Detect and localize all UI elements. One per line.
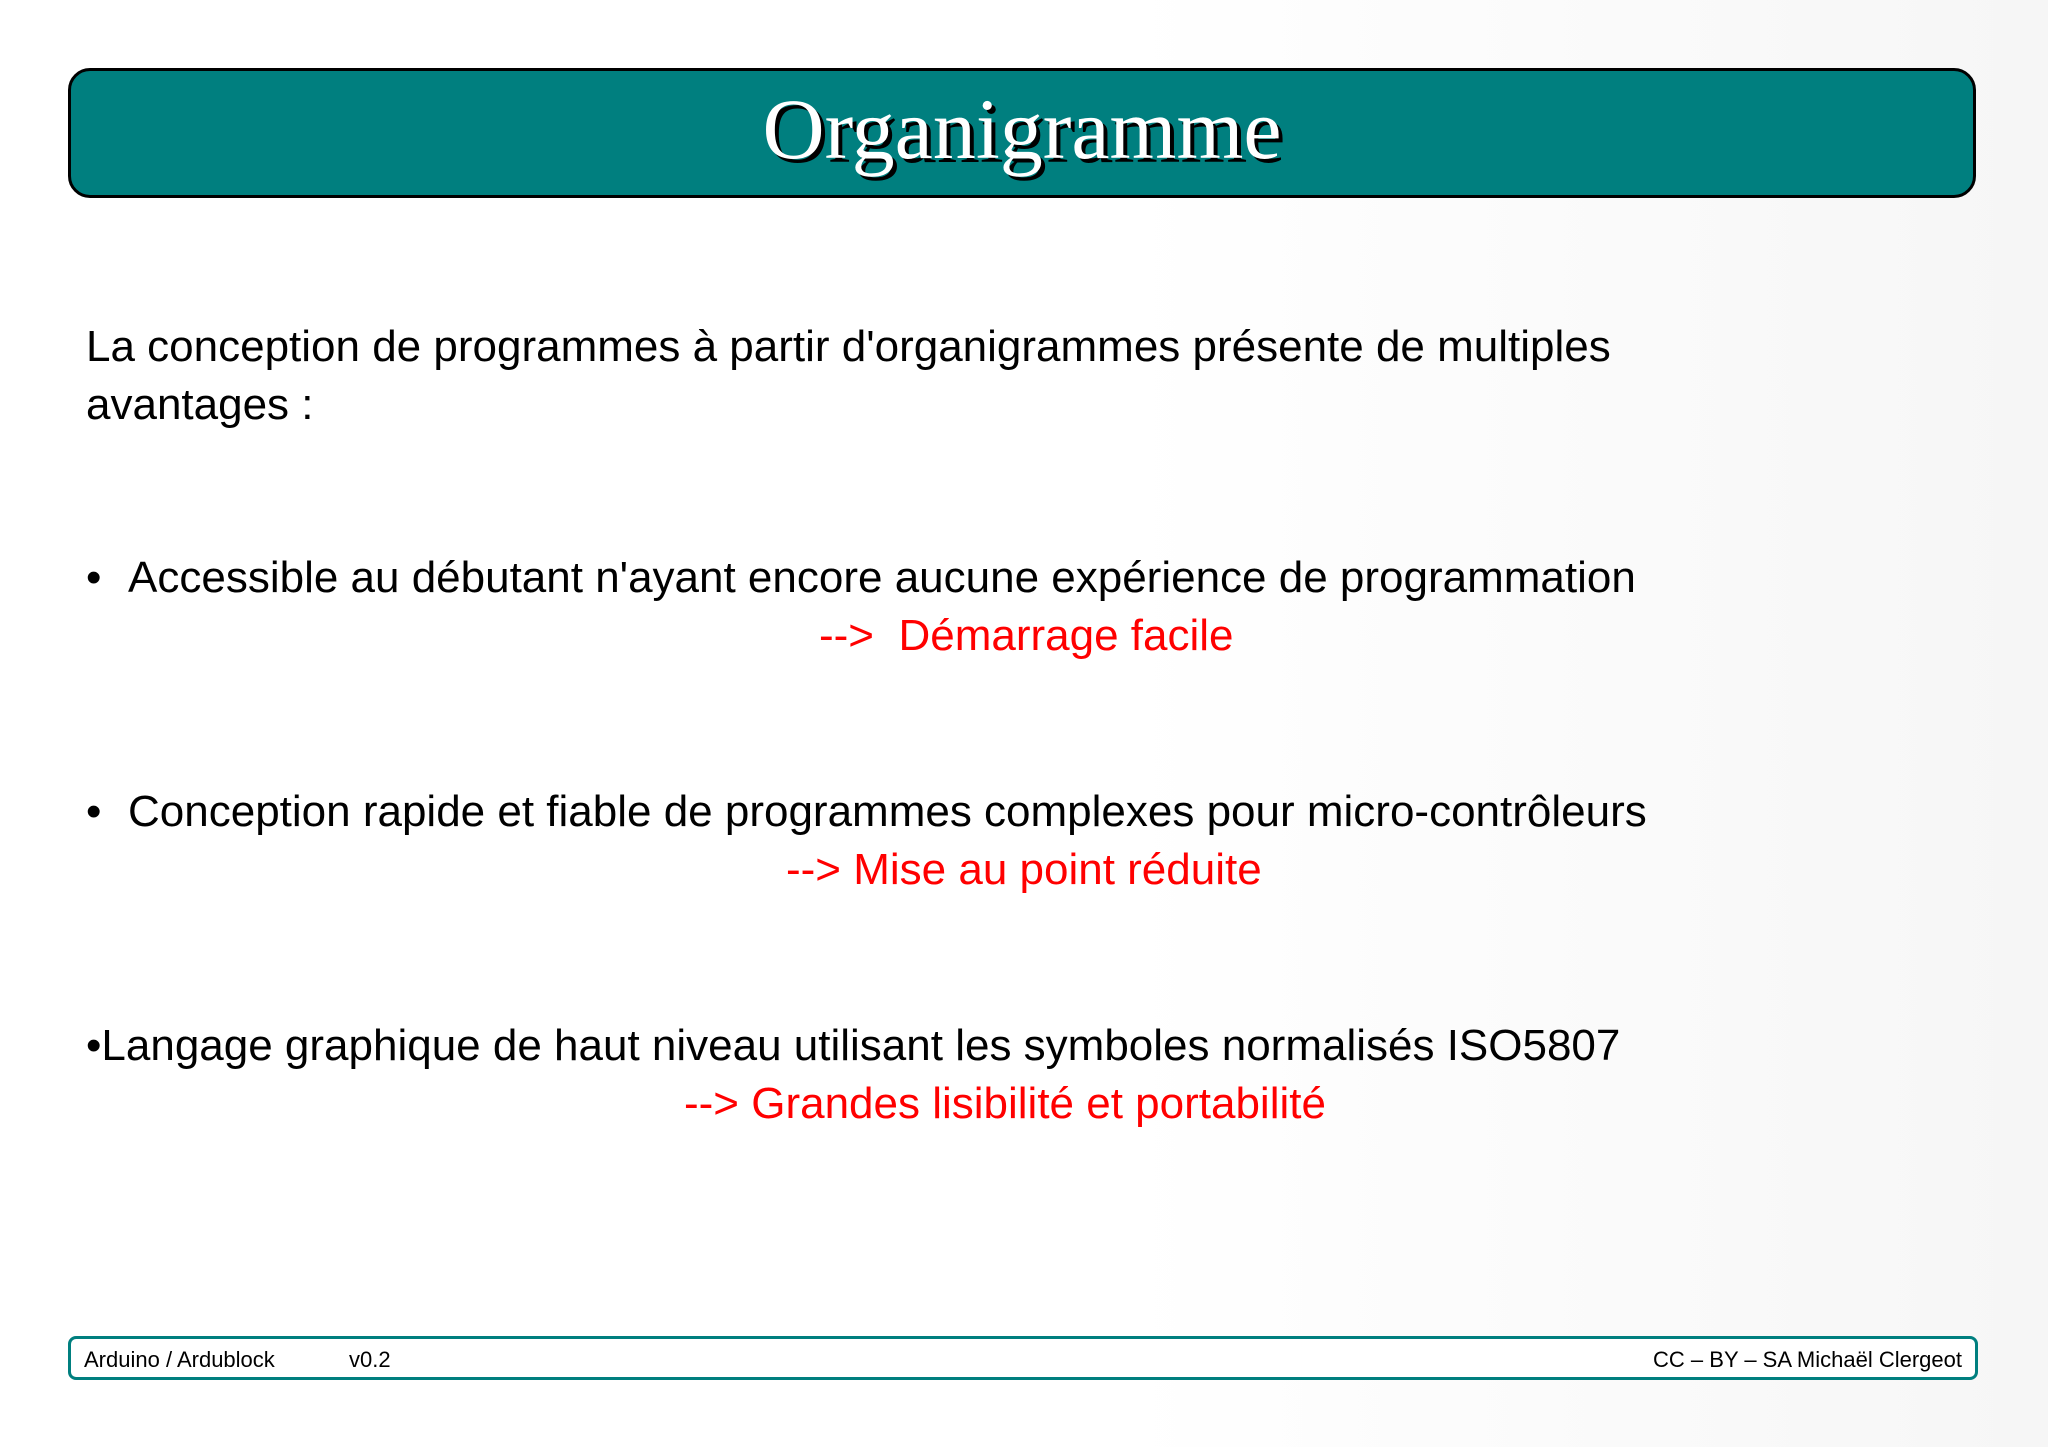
item-text: Conception rapide et fiable de programmes complexes pour micro-contrôleurs [128,787,1647,836]
item-result: --> Mise au point réduite [786,845,1262,894]
footer-license: CC – BY – SA Michaël Clergeot [1653,1347,1962,1372]
item-text: Accessible au débutant n'ayant encore aucune expérience de programmation [128,553,1636,602]
list-item [86,783,1966,894]
list-item [86,1017,1966,1128]
item-result: --> Grandes lisibilité et portabilité [684,1079,1326,1128]
bullet-icon: • [86,553,102,602]
intro-paragraph: La conception de programmes à partir d'organigrammes présente de multiples avantages : [86,322,1611,429]
footer-course: Arduino / Ardublock [84,1347,275,1372]
item-text: Langage graphique de haut niveau utilisant les symboles normalisés ISO5807 [101,1021,1621,1070]
footer-version: v0.2 [349,1347,391,1372]
footer-bar [68,1336,1978,1380]
list-item [86,549,1966,660]
title-bar [68,68,1976,198]
bullet-icon: • [86,1021,102,1070]
bullet-icon: • [86,787,102,836]
page-title: Organigramme [762,81,1282,177]
item-result: --> Démarrage facile [819,611,1234,660]
